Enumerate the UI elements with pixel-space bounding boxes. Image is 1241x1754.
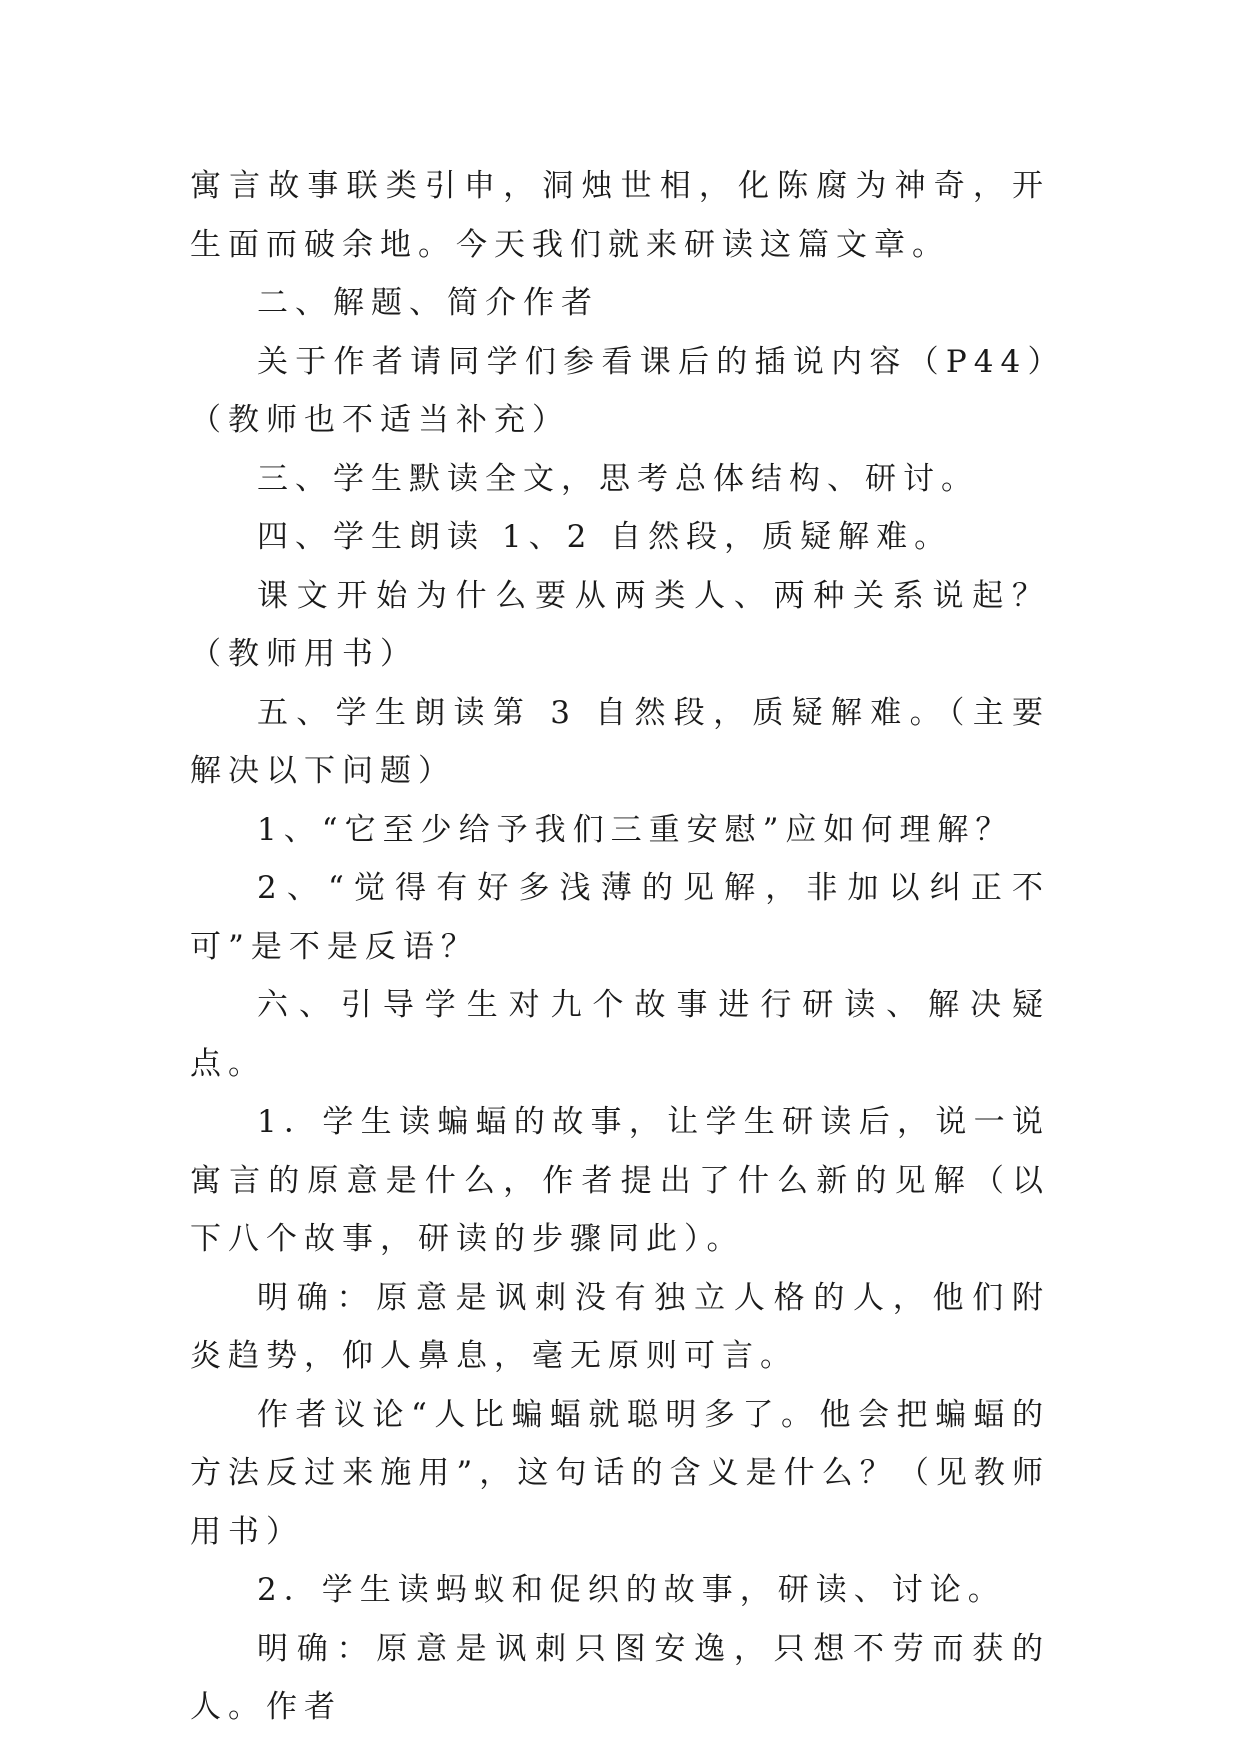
paragraph-8: 1、“它至少给予我们三重安慰”应如何理解？ bbox=[257, 811, 1014, 848]
paragraph-11: 1．学生读蝙蝠的故事，让学生研读后，说一说寓言的原意是什么，作者提出了什么新的见解（以下八个故事，研读的步骤同此）。 bbox=[190, 1104, 1050, 1257]
paragraph-12: 明确：原意是讽刺没有独立人格的人，他们附炎趋势，仰人鼻息，毫无原则可言。 bbox=[190, 1279, 1050, 1374]
paragraph-2: 二、解题、简介作者 bbox=[257, 285, 599, 321]
paragraph-7: 五、学生朗读第 3 自然段，质疑解难。（主要解决以下问题） bbox=[190, 694, 1050, 789]
paragraph-3: 关于作者请同学们参看课后的插说内容（P44）（教师也不适当补充） bbox=[190, 343, 1050, 438]
document-body bbox=[190, 157, 1050, 1737]
paragraph-10: 六、引导学生对九个故事进行研读、解决疑点。 bbox=[190, 987, 1050, 1082]
paragraph-6: 课文开始为什么要从两类人、两种关系说起？（教师用书） bbox=[190, 577, 1050, 672]
paragraph-5: 四、学生朗读 1、2 自然段，质疑解难。 bbox=[257, 519, 953, 555]
paragraph-9: 2、“觉得有好多浅薄的见解，非加以纠正不可”是不是反语？ bbox=[190, 870, 1050, 965]
paragraph-15: 明确：原意是讽刺只图安逸，只想不劳而获的人。作者 bbox=[190, 1630, 1050, 1725]
paragraph-4: 三、学生默读全文，思考总体结构、研讨。 bbox=[257, 460, 979, 497]
paragraph-14: 2．学生读蚂蚁和促织的故事，研读、讨论。 bbox=[257, 1572, 1006, 1608]
paragraph-1: 寓言故事联类引申，洞烛世相，化陈腐为神奇，开生面而破余地。今天我们就来研读这篇文章。 bbox=[190, 168, 1050, 263]
paragraph-13: 作者议论“人比蝙蝠就聪明多了。他会把蝙蝠的方法反过来施用”，这句话的含义是什么？（见教师用书） bbox=[190, 1396, 1050, 1550]
